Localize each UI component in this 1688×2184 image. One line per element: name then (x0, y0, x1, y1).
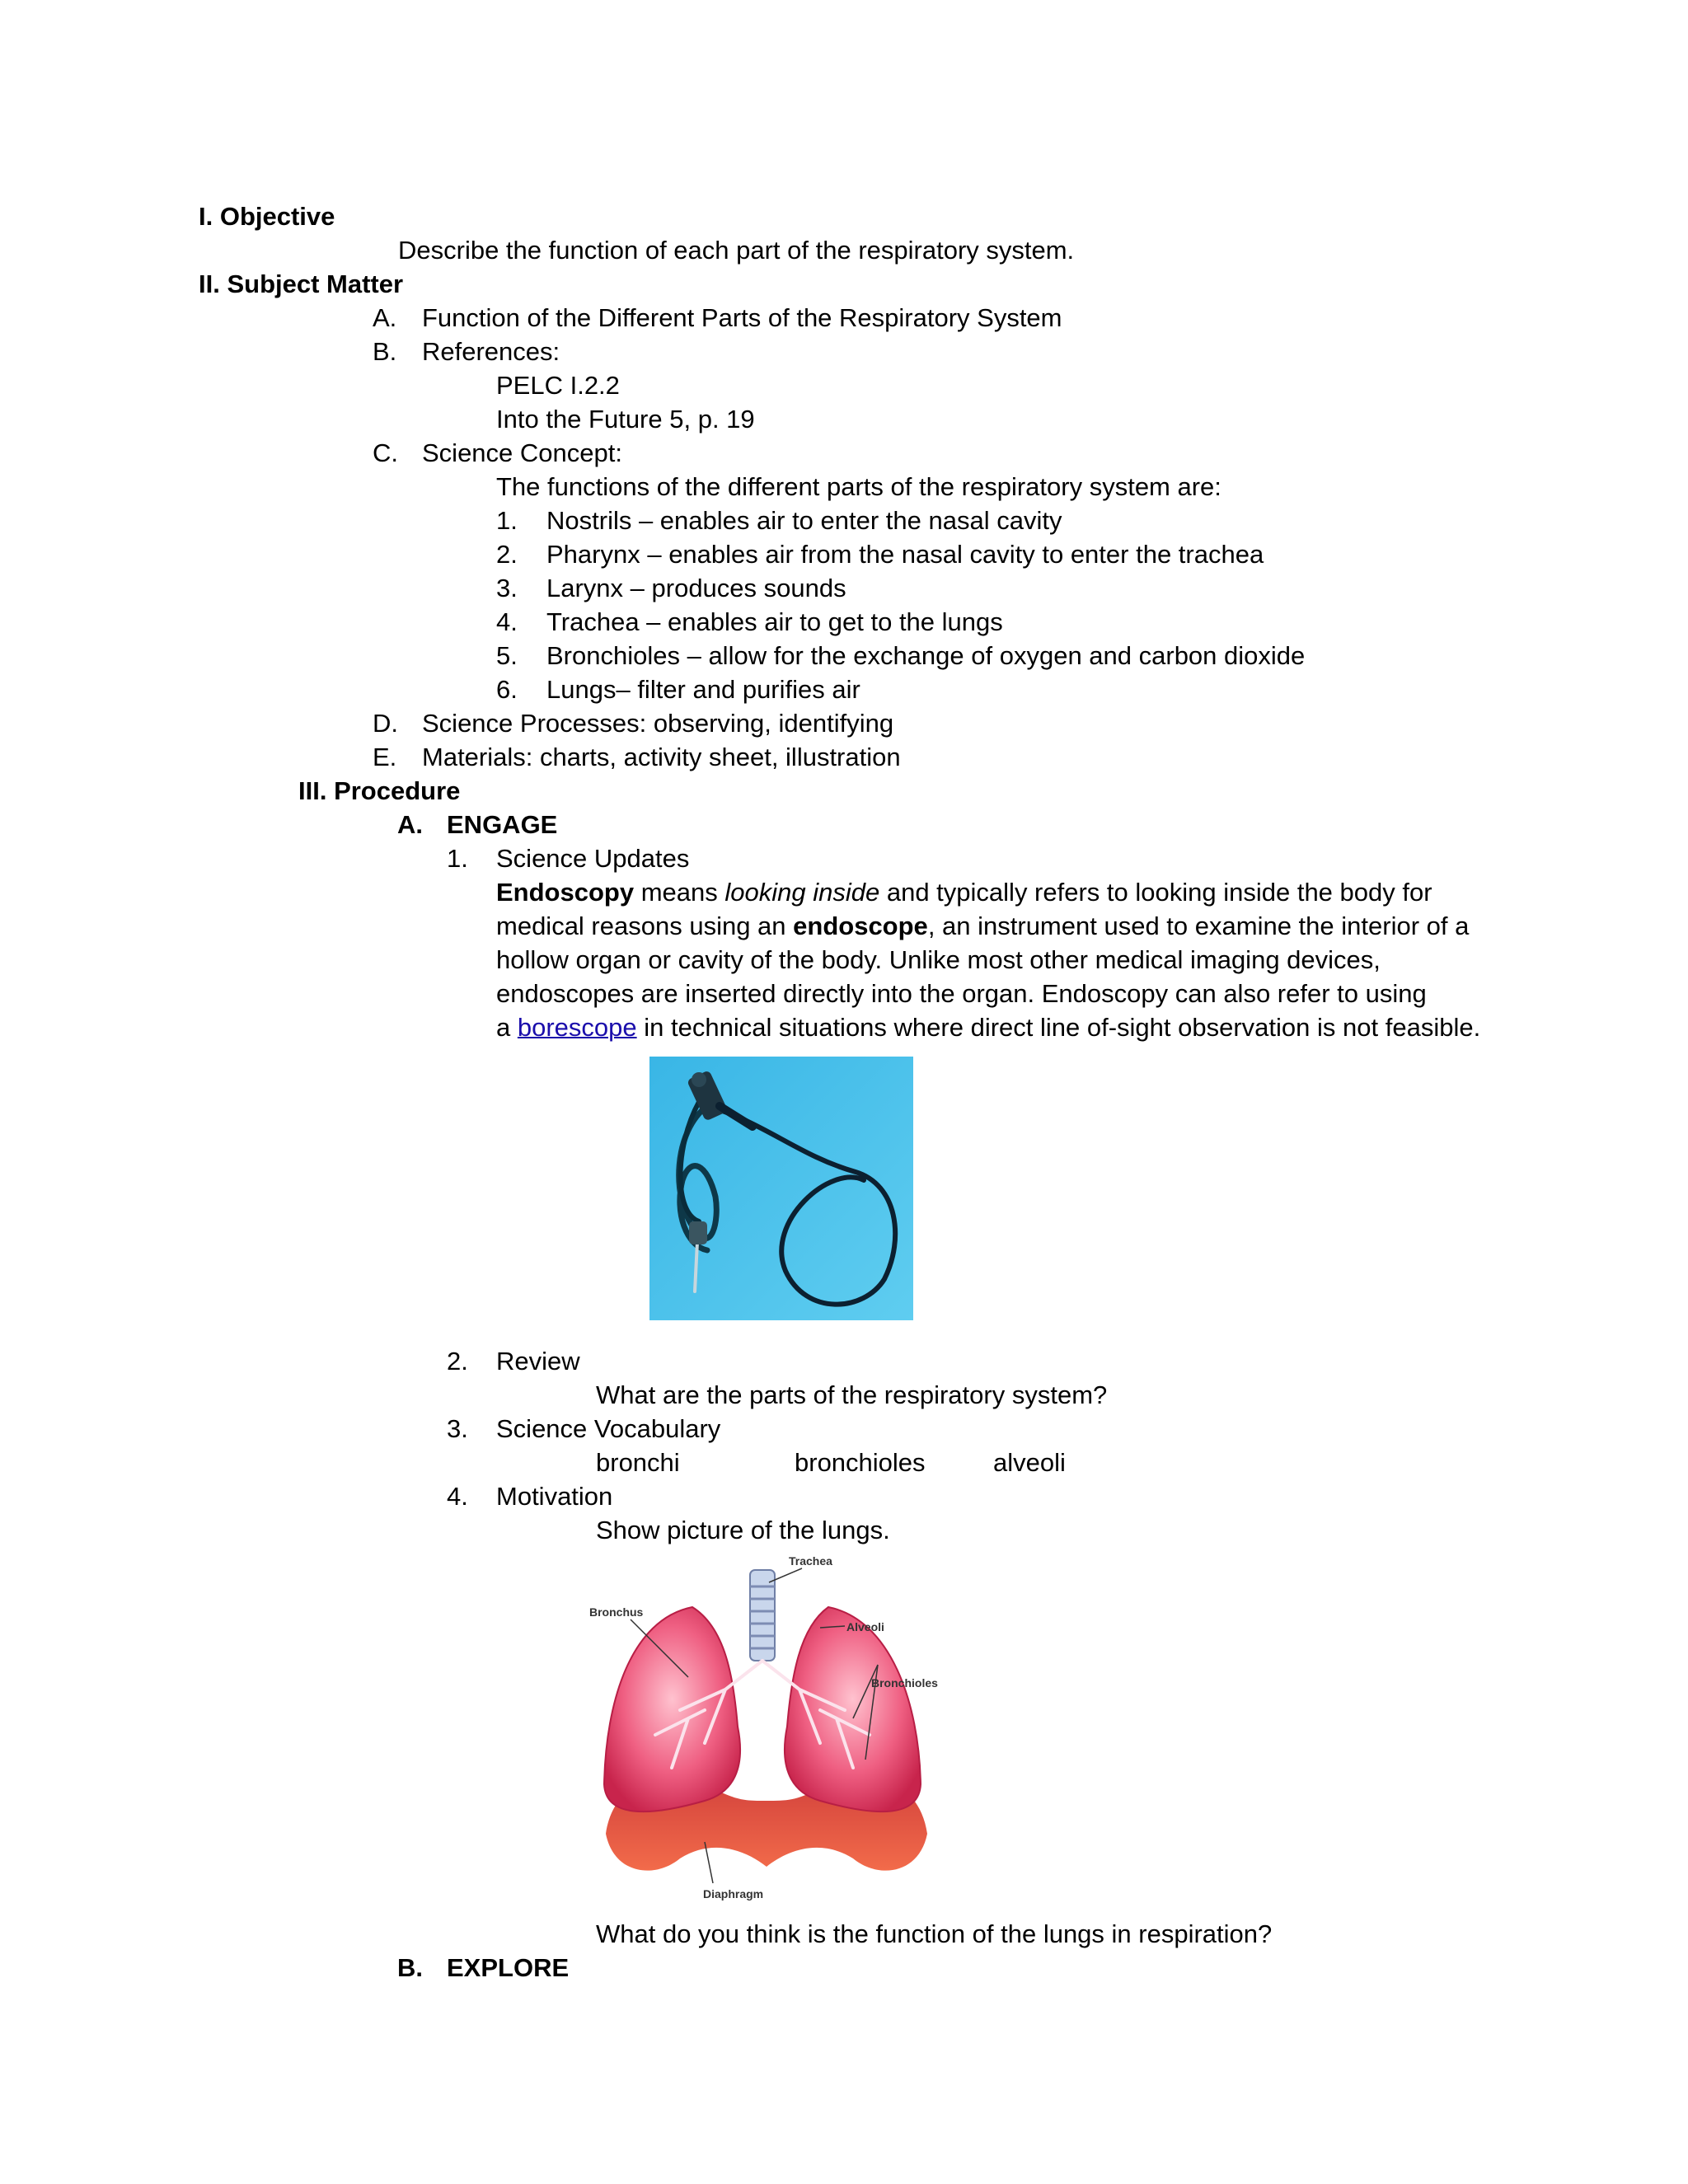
concept-item: Nostrils – enables air to enter the nasal cavity (546, 506, 1062, 535)
updates-line-5: a borescope in technical situations where direct line of-sight observation is not feasible. (496, 1013, 1481, 1042)
concept-item: Lungs– filter and purifies air (546, 675, 860, 704)
concept-number: 1. (496, 506, 518, 535)
lungs-icon (604, 1570, 927, 1871)
concept-item: Trachea – enables air to get to the lungs (546, 607, 1003, 636)
concept-item: Larynx – produces sounds (546, 574, 846, 602)
subject-matter-heading: II. Subject Matter (199, 269, 404, 298)
motivation-text: Show picture of the lungs. (596, 1516, 890, 1544)
lungs-diagram (581, 1554, 960, 1908)
procedure-heading: III. Procedure (298, 776, 461, 805)
italic-looking-inside: looking inside (724, 878, 880, 907)
closing-question: What do you think is the function of the lungs in respiration? (596, 1919, 1273, 1948)
review-question: What are the parts of the respiratory system? (596, 1380, 1108, 1409)
engage-item-vocabulary: Science Vocabulary (496, 1414, 721, 1443)
photo-background (649, 1057, 913, 1320)
concept-number: 4. (496, 607, 518, 636)
vocabulary-word: alveoli (993, 1448, 1066, 1477)
borescope-link[interactable]: borescope (517, 1013, 637, 1042)
engage-item-review: Review (496, 1347, 580, 1376)
item-references: References: (422, 337, 560, 366)
engage-item-science-updates: Science Updates (496, 844, 690, 873)
reference-pelc: PELC I.2.2 (496, 371, 620, 400)
concept-number: 2. (496, 540, 518, 569)
updates-line-3: hollow organ or cavity of the body. Unlike most other medical imaging devices, (496, 945, 1381, 974)
vocabulary-word: bronchi (596, 1448, 680, 1477)
endoscope-photo (649, 1057, 913, 1320)
concept-number: 6. (496, 675, 518, 704)
concept-number: 3. (496, 574, 518, 602)
engage-item-motivation: Motivation (496, 1482, 613, 1511)
diagram-label-bronchioles: Bronchioles (871, 1676, 938, 1690)
concept-intro: The functions of the different parts of the respiratory system are: (496, 472, 1221, 501)
explore-heading: EXPLORE (447, 1953, 570, 1982)
reference-book: Into the Future 5, p. 19 (496, 405, 755, 434)
diagram-label-diaphragm: Diaphragm (703, 1887, 764, 1900)
term-endoscope: endoscope (793, 912, 928, 940)
engage-marker: A. (397, 810, 423, 839)
item-science-processes: Science Processes: observing, identifying (422, 709, 894, 738)
diagram-label-alveoli: Alveoli (846, 1620, 884, 1633)
engage-item-number: 3. (447, 1414, 468, 1443)
concept-item: Bronchioles – allow for the exchange of oxygen and carbon dioxide (546, 641, 1306, 670)
item-science-concept: Science Concept: (422, 438, 622, 467)
term-endoscopy: Endoscopy (496, 878, 635, 907)
explore-marker: B. (397, 1953, 423, 1982)
engage-item-number: 1. (447, 844, 468, 873)
item-materials: Materials: charts, activity sheet, illustration (422, 743, 901, 771)
item-marker-e: E. (373, 743, 397, 771)
engage-item-number: 2. (447, 1347, 468, 1376)
diagram-label-trachea: Trachea (789, 1554, 832, 1568)
item-marker-b: B. (373, 337, 397, 366)
updates-line-1: Endoscopy means looking inside and typically refers to looking inside the body for (496, 878, 1432, 907)
concept-item: Pharynx – enables air from the nasal cavity to enter the trachea (546, 540, 1264, 569)
updates-line-4: endoscopes are inserted directly into the organ. Endoscopy can also refer to using (496, 979, 1427, 1008)
vocabulary-word: bronchioles (795, 1448, 926, 1477)
item-marker-d: D. (373, 709, 398, 738)
updates-line-2: medical reasons using an endoscope, an instrument used to examine the interior of a (496, 912, 1470, 940)
item-marker-a: A. (373, 303, 397, 332)
engage-item-number: 4. (447, 1482, 468, 1511)
item-topic: Function of the Different Parts of the Respiratory System (422, 303, 1062, 332)
engage-heading: ENGAGE (447, 810, 558, 839)
objective-text: Describe the function of each part of the respiratory system. (398, 236, 1075, 265)
objective-heading: I. Objective (199, 202, 335, 231)
concept-number: 5. (496, 641, 518, 670)
item-marker-c: C. (373, 438, 398, 467)
diagram-label-bronchus: Bronchus (589, 1605, 644, 1619)
